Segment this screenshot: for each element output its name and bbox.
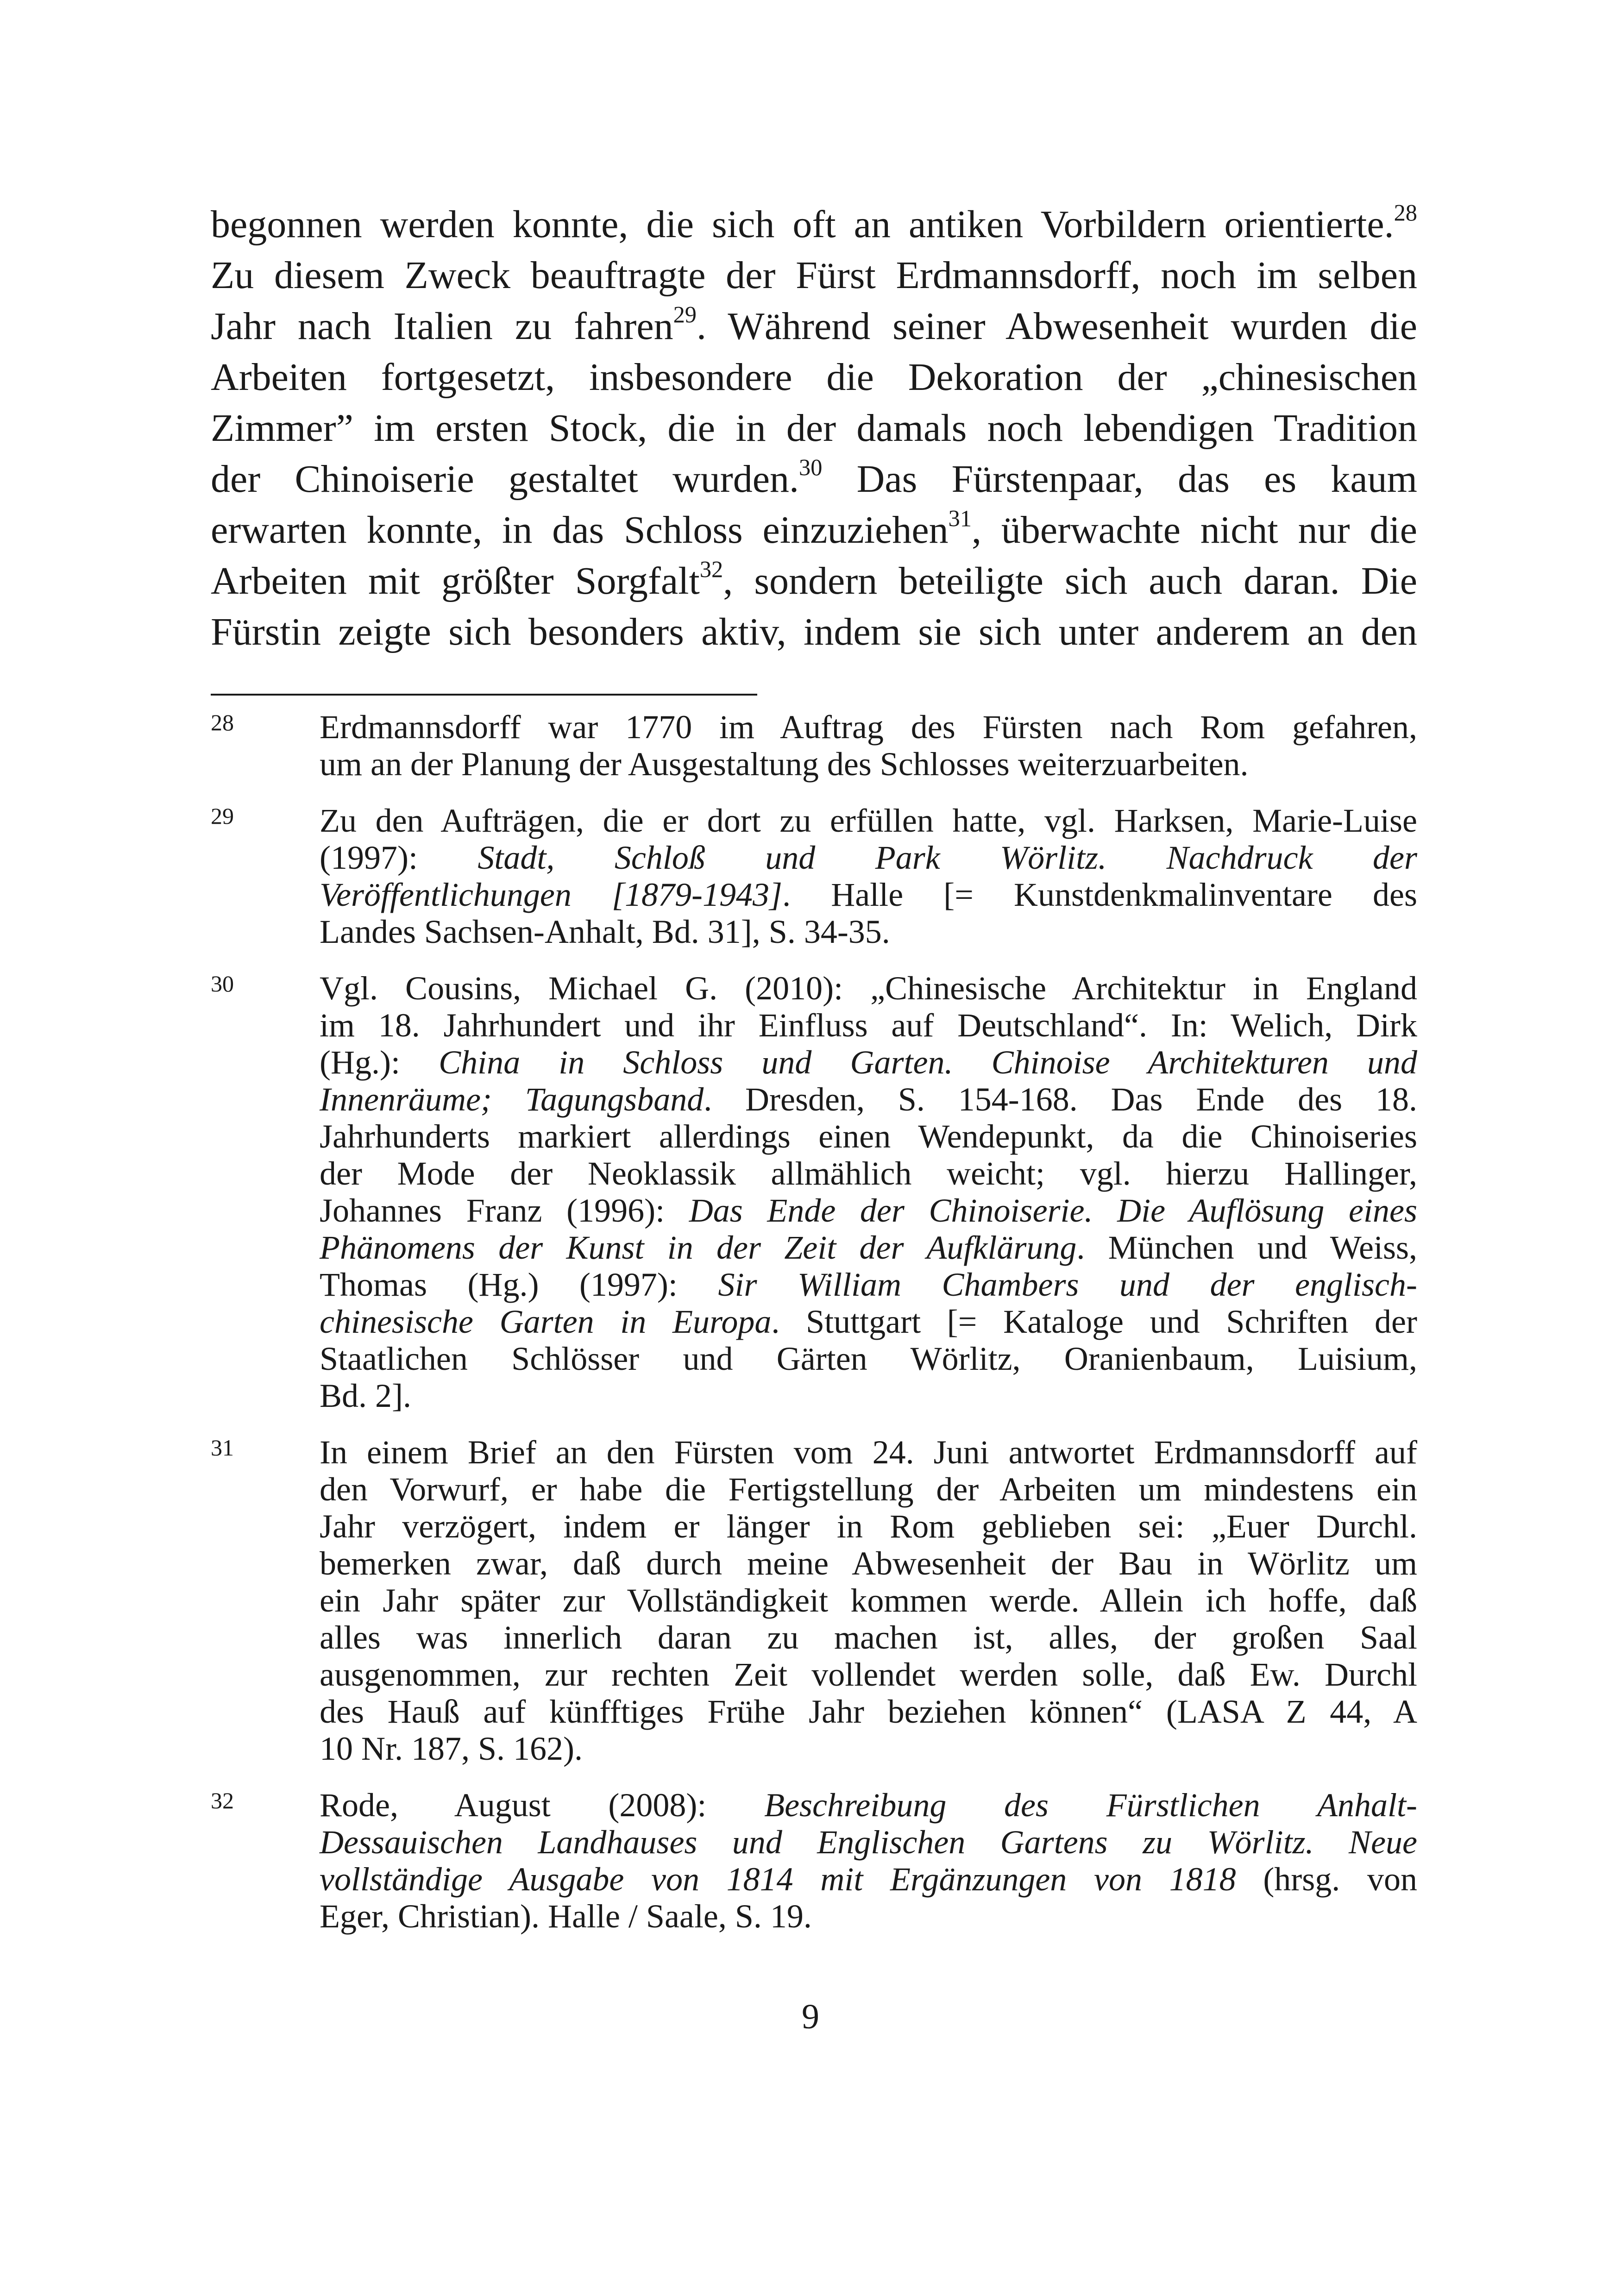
footnote-text-run: ein Jahr später zur Vollständigkeit kommen werde. Allein ich hoffe, daß [320,1582,1417,1619]
footnote-line [320,1471,1417,1508]
footnote-line [320,1303,1417,1340]
footnote-line [320,1434,1417,1471]
footnote [211,802,1417,950]
footnote-line [320,1192,1417,1229]
footnote-separator [211,694,757,696]
footnote-text-run: Eger, Christian). Halle / Saale, S. 19. [320,1898,812,1935]
footnote-text-run: im 18. Jahrhundert und ihr Einfluss auf Deutschland“. In: Welich, Dirk [320,1007,1417,1044]
footnote-line [320,1582,1417,1619]
footnote-italic-run: vollständige Ausgabe von 1814 mit Ergänzungen von 1818 [320,1861,1236,1898]
footnote-text-run: (hrsg. von [1236,1861,1417,1898]
footnote-line [320,876,1417,913]
body-line [211,454,1417,505]
footnote-text-run: Erdmannsdorff war 1770 im Auftrag des Fürsten nach Rom gefahren, [320,709,1417,746]
body-text-run: begonnen werden konnte, die sich oft an antiken Vorbildern orientierte. [211,203,1394,246]
body-text [211,199,1417,658]
footnote-number: 29 [211,803,234,829]
footnote-line [320,1861,1417,1898]
footnote-reference[interactable]: 28 [1394,200,1417,226]
footnote-reference[interactable]: 31 [948,505,972,532]
body-text-run: der Chinoiserie gestaltet wurden. [211,458,799,501]
footnotes [211,709,1417,1954]
footnote-line [320,970,1417,1007]
footnote-text-run: Jahrhunderts markiert allerdings einen Wendepunkt, da die Chinoiseries [320,1118,1417,1155]
footnote [211,1434,1417,1767]
footnote-italic-run: Sir William Chambers und der englisch- [718,1266,1417,1303]
footnote-line [320,839,1417,876]
body-text-run: Das Fürstenpaar, das es kaum [822,458,1417,501]
footnote-line [320,1656,1417,1693]
footnote-reference[interactable]: 30 [799,454,823,481]
footnote-text-run: . Stuttgart [= Kataloge und Schriften der [771,1303,1417,1340]
footnote-line [320,1693,1417,1730]
footnote-number: 28 [211,709,234,735]
footnote-text-run: der Mode der Neoklassik allmählich weicht; vgl. hierzu Hallinger, [320,1155,1417,1192]
footnote-text-run: um an der Planung der Ausgestaltung des Schlosses weiterzuarbeiten. [320,746,1249,783]
footnote-line [320,1898,1417,1935]
footnote-italic-run: Veröffentlichungen [1879-1943] [320,876,783,913]
footnote-number: 32 [211,1788,234,1813]
body-text-run: Fürstin zeigte sich besonders aktiv, indem sie sich unter anderem an den [211,610,1417,653]
footnote-line [320,1787,1417,1824]
footnote-text-run: alles was innerlich daran zu machen ist, alles, der großen Saal [320,1619,1417,1656]
footnote-text-run: des Hauß auf künfftiges Frühe Jahr beziehen können“ (LASA Z 44, A [320,1693,1417,1730]
footnote-text-run: . München und Weiss, [1076,1229,1417,1266]
footnote-line [320,1155,1417,1192]
body-line [211,607,1417,658]
body-text-run: Zu diesem Zweck beauftragte der Fürst Erdmannsdorff, noch im selben [211,254,1417,297]
footnote-text-run: 10 Nr. 187, S. 162). [320,1730,583,1767]
footnote [211,1787,1417,1935]
footnote-italic-run: chinesische Garten in Europa [320,1303,772,1340]
footnote-text-run: Vgl. Cousins, Michael G. (2010): „Chinesische Architektur in England [320,970,1417,1007]
footnote-line [320,1340,1417,1377]
body-text-run: Zimmer” im ersten Stock, die in der damals noch lebendigen Tradition [211,407,1417,450]
footnote-line [320,1824,1417,1861]
footnote-line [320,913,1417,950]
footnote-italic-run: Phänomens der Kunst in der Zeit der Aufklärung [320,1229,1077,1266]
footnote-text-run: Staatlichen Schlösser und Gärten Wörlitz, Oranienbaum, Luisium, [320,1340,1417,1377]
footnote-text-run: (Hg.): [320,1044,439,1081]
footnote-text-run: Jahr verzögert, indem er länger in Rom geblieben sei: „Euer Durchl. [320,1508,1417,1545]
body-line [211,199,1417,250]
footnote-text [320,970,1417,1414]
footnote-line [320,1266,1417,1303]
footnote-text-run: (1997): [320,839,478,876]
footnote-text-run: ausgenommen, zur rechten Zeit vollendet werden solle, daß Ew. Durchl [320,1656,1417,1693]
body-line [211,556,1417,607]
footnote-number: 31 [211,1435,234,1461]
footnote-text-run: . Halle [= Kunstdenkmalinventare des [782,876,1417,913]
footnote-italic-run: Dessauischen Landhauses und Englischen Gartens zu Wörlitz. Neue [320,1824,1417,1861]
footnote-text [320,1787,1417,1935]
body-line [211,352,1417,403]
body-text-run: , überwachte nicht nur die [972,508,1417,552]
footnote-text [320,1434,1417,1767]
body-line [211,250,1417,301]
footnote-reference[interactable]: 29 [673,301,697,328]
body-text-run: Arbeiten mit größter Sorgfalt [211,559,700,602]
body-text-run: Arbeiten fortgesetzt, insbesondere die Dekoration der „chinesischen [211,356,1417,399]
footnote-line [320,1377,1417,1414]
footnote-text-run: Johannes Franz (1996): [320,1192,689,1229]
footnote-line [320,1118,1417,1155]
footnote-line [320,1730,1417,1767]
footnote [211,709,1417,783]
footnote-line [320,1044,1417,1081]
footnote-text-run: Rode, August (2008): [320,1787,765,1824]
footnote-line [320,802,1417,839]
footnote-text-run: Thomas (Hg.) (1997): [320,1266,718,1303]
footnote-line [320,746,1417,783]
footnote-italic-run: Innenräume; Tagungsband [320,1081,704,1118]
footnote-line [320,1545,1417,1582]
footnote-line [320,1508,1417,1545]
footnote-text-run: Landes Sachsen-Anhalt, Bd. 31], S. 34-35. [320,913,890,950]
footnote-italic-run: Beschreibung des Fürstlichen Anhalt- [764,1787,1418,1824]
footnote-italic-run: Stadt, Schloß und Park Wörlitz. Nachdruck der [478,839,1417,876]
footnote-italic-run: China in Schloss und Garten. Chinoise Architekturen und [439,1044,1418,1081]
body-text-run: erwarten konnte, in das Schloss einzuziehen [211,508,949,552]
footnote-italic-run: Das Ende der Chinoiserie. Die Auflösung eines [689,1192,1417,1229]
footnote-text [320,709,1417,783]
footnote-line [320,1081,1417,1118]
footnote-text [320,802,1417,950]
body-text-run: . Während seiner Abwesenheit wurden die [697,305,1417,348]
footnote-text-run: . Dresden, S. 154-168. Das Ende des 18. [704,1081,1418,1118]
footnote-text-run: bemerken zwar, daß durch meine Abwesenheit der Bau in Wörlitz um [320,1545,1417,1582]
footnote-line [320,709,1417,746]
footnote-line [320,1229,1417,1266]
footnote-text-run: In einem Brief an den Fürsten vom 24. Juni antwortet Erdmannsdorff auf [320,1434,1417,1471]
footnote-text-run: Zu den Aufträgen, die er dort zu erfüllen hatte, vgl. Harksen, Marie-Luise [320,802,1417,839]
page-number: 9 [802,1997,819,2036]
body-line [211,403,1417,454]
body-line [211,301,1417,352]
footnote [211,970,1417,1414]
footnote-line [320,1619,1417,1656]
body-text-run: , sondern beteiligte sich auch daran. Die [723,559,1418,602]
body-text-run: Jahr nach Italien zu fahren [211,305,673,348]
body-line [211,505,1417,556]
footnote-reference[interactable]: 32 [699,556,723,583]
footnote-line [320,1007,1417,1044]
footnote-text-run: Bd. 2]. [320,1377,411,1414]
footnote-number: 30 [211,971,234,997]
footnote-text-run: den Vorwurf, er habe die Fertigstellung der Arbeiten um mindestens ein [320,1471,1417,1508]
